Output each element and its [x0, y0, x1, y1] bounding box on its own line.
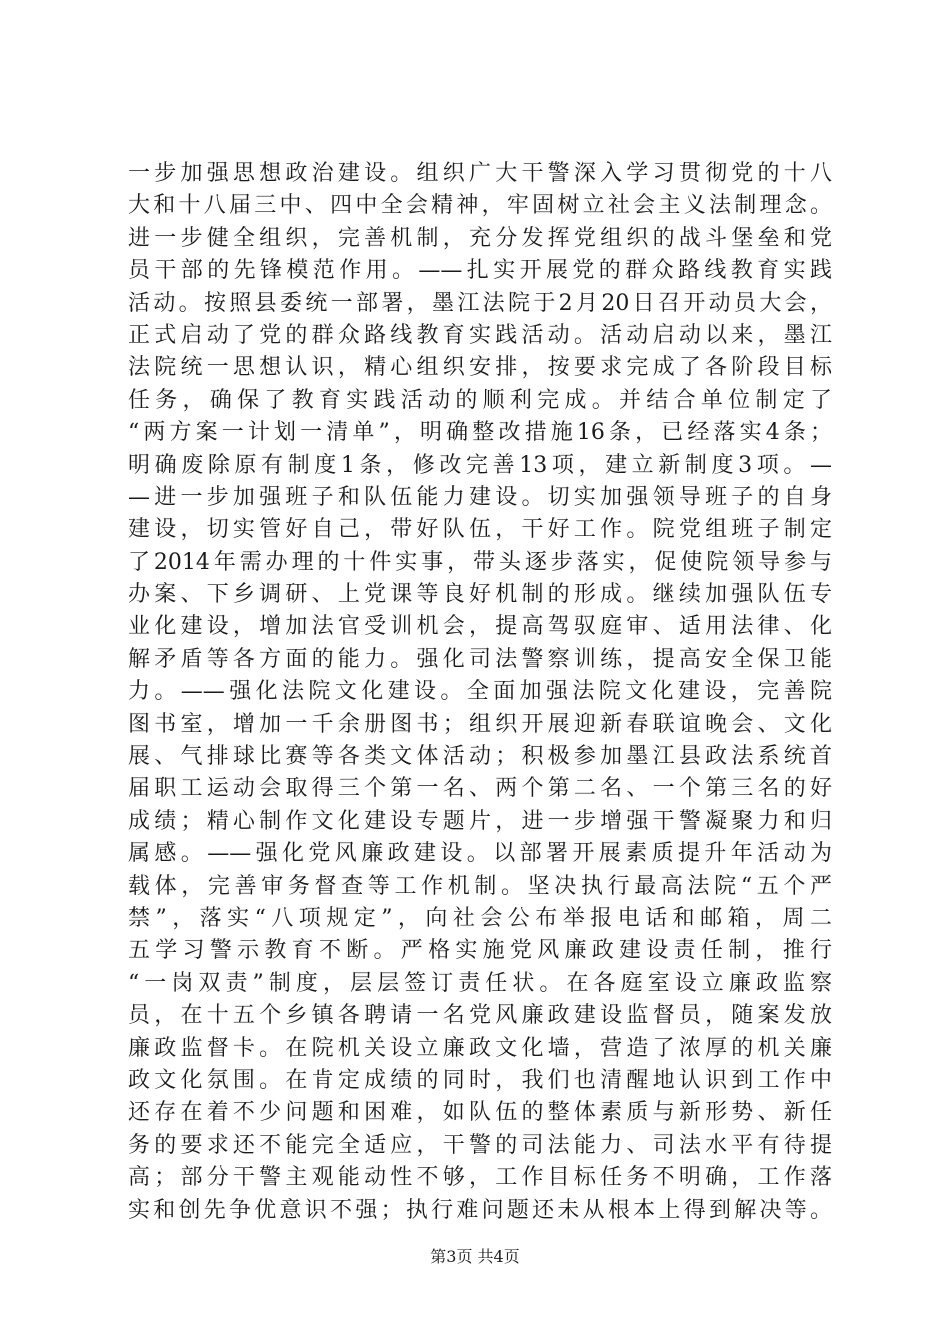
text-line: 展、气排球比赛等各类文体活动；积极参加墨江县政法系统首 [128, 744, 832, 770]
text-line: “一岗双责”制度，层层签订责任状。在各庭室设立廉政监察 [128, 970, 832, 996]
text-line: 五学习警示教育不断。严格实施党风廉政建设责任制，推行 [128, 938, 832, 964]
text-line: 届职工运动会取得三个第一名、两个第二名、一个第三名的好 [128, 776, 832, 802]
text-line: 员干部的先锋模范作用。——扎实开展党的群众路线教育实践 [128, 258, 832, 284]
text-line: 员，在十五个乡镇各聘请一名党风廉政建设监督员，随案发放 [128, 1003, 832, 1029]
text-line: 图书室，增加一千余册图书；组织开展迎新春联谊晚会、文化 [128, 711, 832, 737]
text-line: 成绩；精心制作文化建设专题片，进一步增强干警凝聚力和归 [128, 808, 832, 834]
text-line: 明确废除原有制度1条，修改完善13项，建立新制度3项。— [128, 452, 832, 478]
text-line: 还存在着不少问题和困难，如队伍的整体素质与新形势、新任 [128, 1100, 832, 1126]
text-line: 业化建设，增加法官受训机会，提高驾驭庭审、适用法律、化 [128, 614, 832, 640]
text-line: 实和创先争优意识不强；执行难问题还未从根本上得到解决等。 [128, 1197, 832, 1223]
text-line: 务的要求还不能完全适应，干警的司法能力、司法水平有待提 [128, 1132, 832, 1158]
text-line: 了2014年需办理的十件实事，带头逐步落实，促使院领导参与 [128, 549, 832, 575]
text-line: 解矛盾等各方面的能力。强化司法警察训练，提高安全保卫能 [128, 646, 832, 672]
text-line: “两方案一计划一清单”，明确整改措施16条，已经落实4条； [128, 420, 832, 446]
text-line: 廉政监督卡。在院机关设立廉政文化墙，营造了浓厚的机关廉 [128, 1035, 832, 1061]
text-line: 任务，确保了教育实践活动的顺利完成。并结合单位制定了 [128, 387, 832, 413]
text-line: 大和十八届三中、四中全会精神，牢固树立社会主义法制理念。 [128, 193, 832, 219]
body-text [128, 158, 832, 1227]
text-line: 一步加强思想政治建设。组织广大干警深入学习贯彻党的十八 [128, 161, 832, 186]
text-line: 法院统一思想认识，精心组织安排，按要求完成了各阶段目标 [128, 355, 832, 381]
text-line: 正式启动了党的群众路线教育实践活动。活动启动以来，墨江 [128, 322, 832, 348]
text-line: 属感。——强化党风廉政建设。以部署开展素质提升年活动为 [128, 841, 832, 867]
text-line: 高；部分干警主观能动性不够，工作目标任务不明确，工作落 [128, 1165, 832, 1191]
page-footer: 第3页 共4页 [430, 1247, 520, 1266]
text-line: 政文化氛围。在肯定成绩的同时，我们也清醒地认识到工作中 [128, 1067, 832, 1093]
text-line: 活动。按照县委统一部署，墨江法院于2月20日召开动员大会， [128, 290, 832, 316]
text-line: 办案、下乡调研、上党课等良好机制的形成。继续加强队伍专 [128, 582, 832, 608]
text-line: 进一步健全组织，完善机制，充分发挥党组织的战斗堡垒和党 [128, 225, 832, 251]
text-line: —进一步加强班子和队伍能力建设。切实加强领导班子的自身 [128, 484, 832, 510]
text-line: 禁”，落实“八项规定”，向社会公布举报电话和邮箱，周二 [128, 905, 832, 931]
text-line: 载体，完善审务督查等工作机制。坚决执行最高法院“五个严 [128, 873, 832, 899]
text-line: 力。——强化法院文化建设。全面加强法院文化建设，完善院 [128, 679, 832, 705]
text-line: 建设，切实管好自己，带好队伍，干好工作。院党组班子制定 [128, 517, 832, 543]
